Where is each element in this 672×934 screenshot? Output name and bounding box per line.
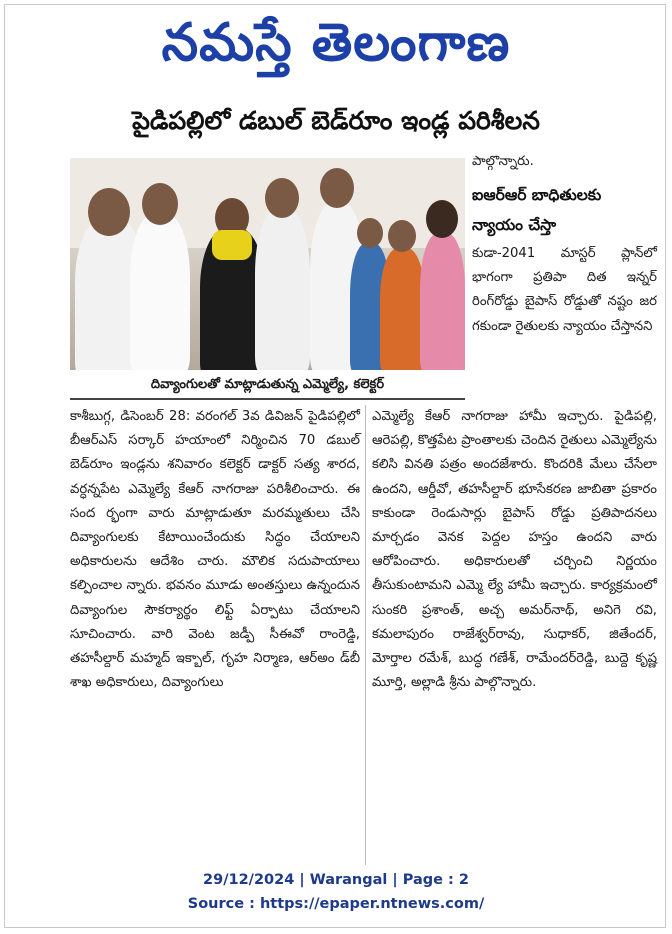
right-column-body: ఎమ్మెల్యే కేఆర్ నాగరాజు హామీ ఇచ్చారు. పైడిపల్లి, ఆరెపల్లి, కొత్తపేట ప్రాంతాలకు చెందిన రైతులు ఎమ్మెల్యేను కలిసి వినతి పత్రం అందజేశారు. కొందరికి మేలు చేసేలా ఉందని, ఆర్డీవో, తహసీల్దార్ భూసేకరణ జాబితా ప్రకారం కాకుండా రెండుసార్లు బైపాస్ రోడ్డు ప్రతిపాదనలు మార్చడం వెనక పెద్దల హస్తం ఉందని వారు ఆరోపించారు. అధికారులతో చర్చించి నిర్ణయం తీసుకుంటామని ఎమ్మె ల్యే హామీ ఇచ్చారు. కార్యక్రమంలో సుంకరి ప్రశాంత్, అచ్చ అమర్‌నాథ్, అనిగె రవి, కమలాపురం రాజేశ్వర్‌రావు, సుధాకర్, జితేందర్, మోర్తాల రమేశ్, బుద్ధ గణేశ్, రామేందర్‌రెడ్డి, బుద్దె కృష్ణ మూర్తి, అల్లాడి శ్రీను పాల్గొన్నారు.	[372, 409, 657, 691]
newspaper-masthead: నమస్తే తెలంగాణ	[161, 13, 511, 73]
right-top-paragraph: కుడా-2041 మాస్టర్ ప్లాన్‌లో భాగంగా ప్రతిపా దిత ఇన్నర్ రింగ్‌రోడ్డు బైపాస్ రోడ్డుతో నష్టం జర గకుండా రైతులకు న్యాయం చేస్తానని	[472, 246, 657, 334]
article-headline: పైడిపల్లిలో డబుల్ బెడ్‌రూం ఇండ్ల పరిశీలన	[132, 106, 540, 135]
subheading: ఐఆర్‌ఆర్ బాధితులకు న్యాయం చేస్తా	[472, 186, 602, 234]
footer-source-line: Source : https://epaper.ntnews.com/	[187, 896, 485, 912]
column-divider	[365, 405, 366, 865]
right-top-text: పాల్గొన్నారు.	[472, 154, 534, 169]
news-photo	[70, 158, 465, 370]
footer-date-line: 29/12/2024 | Warangal | Page : 2	[203, 872, 469, 888]
photo-caption: దివ్యాంగులతో మాట్లాడుతున్న ఎమ్మెల్యే, కలెక్టర్	[70, 372, 465, 400]
left-column-body: కాశీబుగ్గ, డిసెంబర్ 28: వరంగల్ 3వ డివిజన్ పైడిపల్లిలో బీఆర్‌ఎస్ సర్కార్ హయాంలో నిర్మించిన 70 డబుల్ బెడ్‌రూం ఇండ్లను శనివారం కలెక్టర్ డాక్టర్ సత్య శారద, వర్ధన్నపేట ఎమ్మెల్యే కేఆర్ నాగరాజు పరిశీలించారు. ఈ సంద ర్భంగా వారు మాట్లాడుతూ మరమ్మతులు చేసి దివ్యాంగులకు కేటాయించేందుకు సిద్ధం చేయాలని అధికారులను ఆదేశిం చారు. మౌలిక సదుపాయాలు కల్పించాల న్నారు. భవనం మూడు అంతస్తులు ఉన్నందున దివ్యాంగుల సౌకర్యార్థం లిఫ్ట్ ఏర్పాటు చేయాలని సూచించారు. వారి వెంట జడ్పీ సీఈవో రాంరెడ్డి, తహసీల్దార్ మహ్మద్ ఇక్బాల్, గృహ నిర్మాణ, ఆర్‌అం డ్‌బీ శాఖ అధికారులు, దివ్యాంగులు	[70, 409, 360, 691]
